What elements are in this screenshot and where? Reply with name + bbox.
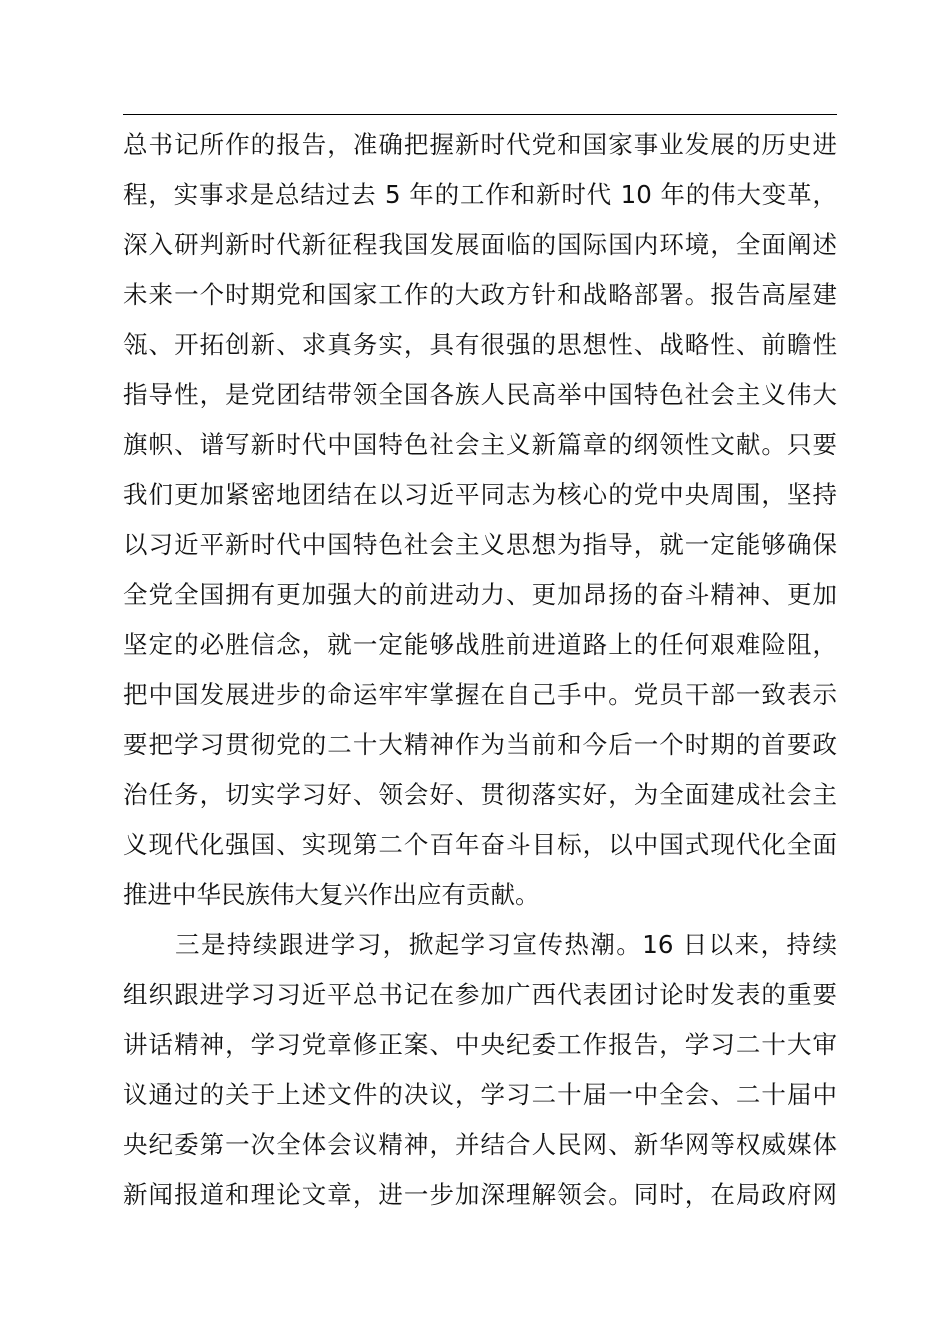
header-rule: [123, 114, 837, 115]
body-text: [123, 124, 837, 1224]
text-line: 义现代化强国、实现第二个百年奋斗目标，以中国式现代化全面: [123, 830, 837, 859]
text-line: 我们更加紧密地团结在以习近平同志为核心的党中央周围，坚持: [123, 480, 837, 509]
text-line: 央纪委第一次全体会议精神，并结合人民网、新华网等权威媒体: [123, 1130, 837, 1159]
text-line: 深入研判新时代新征程我国发展面临的国际国内环境，全面阐述: [123, 230, 837, 259]
text-line: 要把学习贯彻党的二十大精神作为当前和今后一个时期的首要政: [123, 730, 837, 759]
text-line: 未来一个时期党和国家工作的大政方针和战略部署。报告高屋建: [123, 280, 837, 309]
paragraph-1: [123, 124, 837, 924]
text-line: 总书记所作的报告，准确把握新时代党和国家事业发展的历史进: [123, 130, 837, 159]
text-line: 旗帜、谱写新时代中国特色社会主义新篇章的纲领性文献。只要: [123, 430, 837, 459]
text-line: 坚定的必胜信念，就一定能够战胜前进道路上的任何艰难险阻，: [123, 630, 837, 659]
text-line: 推进中华民族伟大复兴作出应有贡献。: [123, 880, 540, 909]
text-line: 全党全国拥有更加强大的前进动力、更加昂扬的奋斗精神、更加: [123, 580, 837, 609]
text-line: 讲话精神，学习党章修正案、中央纪委工作报告，学习二十大审: [123, 1030, 837, 1059]
text-line: 瓴、开拓创新、求真务实，具有很强的思想性、战略性、前瞻性: [123, 330, 837, 359]
paragraph-2: [123, 924, 837, 1224]
text-line: 组织跟进学习习近平总书记在参加广西代表团讨论时发表的重要: [123, 980, 837, 1009]
text-line: 议通过的关于上述文件的决议，学习二十届一中全会、二十届中: [123, 1080, 837, 1109]
text-line: 程，实事求是总结过去 5 年的工作和新时代 10 年的伟大变革，: [123, 180, 837, 209]
text-line: 以习近平新时代中国特色社会主义思想为指导，就一定能够确保: [123, 530, 837, 559]
text-line: 把中国发展进步的命运牢牢掌握在自己手中。党员干部一致表示: [123, 680, 837, 709]
text-line: 三是持续跟进学习，掀起学习宣传热潮。16 日以来，持续: [175, 930, 837, 959]
text-line: 治任务，切实学习好、领会好、贯彻落实好，为全面建成社会主: [123, 780, 837, 809]
text-line: 指导性，是党团结带领全国各族人民高举中国特色社会主义伟大: [123, 380, 837, 409]
text-line: 新闻报道和理论文章，进一步加深理解领会。同时，在局政府网: [123, 1180, 837, 1209]
